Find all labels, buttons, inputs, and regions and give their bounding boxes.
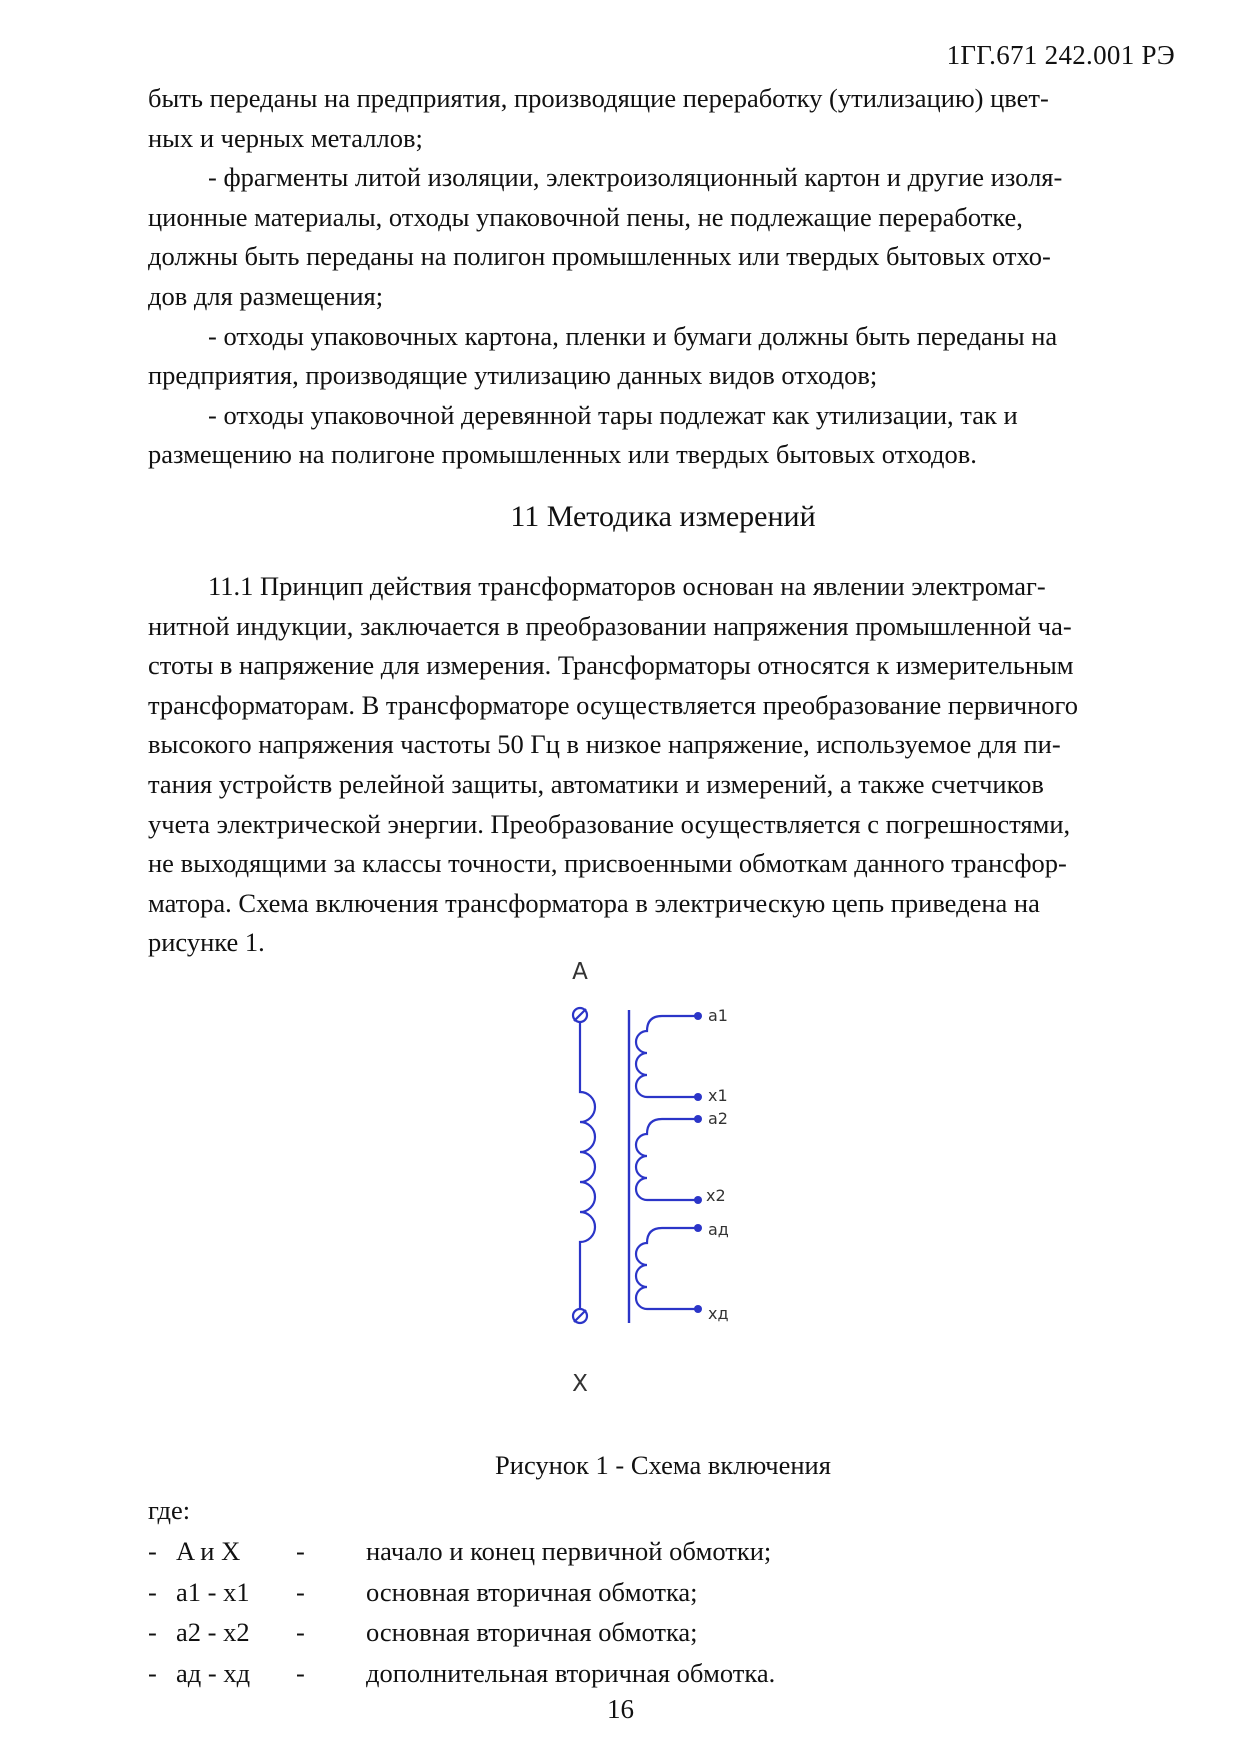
legend-description: начало и конец первичной обмотки; [366,1536,772,1566]
legend-dash: - [148,1536,157,1566]
transformer-schematic [540,955,800,1415]
secondary-labels [706,1006,729,1323]
legend-item [148,1658,1048,1699]
legend-term: A и X [176,1536,241,1566]
legend-separator: - [296,1657,305,1688]
terminal-ad [694,1224,702,1232]
text-line: нитной индукции, заключается в преобразовании напряжения промышленной ча- [148,610,1072,641]
label-a1: a1 [708,1006,728,1025]
text-line: размещению на полигоне промышленных или твердых бытовых отходов. [148,439,977,470]
section-11-text [148,567,1178,963]
text-line: дов для размещения; [148,280,384,311]
secondary-winding-1 [636,1016,695,1097]
legend-dash: - [148,1657,157,1688]
label-ad: aд [708,1220,729,1239]
text-line: быть переданы на предприятия, производящие переработку (утилизацию) цвет- [148,83,1049,113]
legend-description: основная вторичная обмотка; [366,1617,698,1647]
legend-separator: - [296,1617,305,1647]
legend-intro: где: [148,1495,191,1525]
secondary-winding-2 [636,1119,695,1200]
legend-dash: - [148,1617,157,1647]
label-x-primary: X [572,1371,588,1397]
terminal-a1 [694,1012,702,1020]
label-x1: x1 [708,1086,728,1105]
legend-description: дополнительная вторичная обмотка. [366,1657,776,1688]
legend-item [148,1577,1048,1618]
legend-term: a2 - x2 [176,1617,250,1647]
section-10-text [148,79,1178,475]
legend-item [148,1536,1048,1577]
text-line: - отходы упаковочных картона, пленки и бумаги должны быть переданы на [208,320,1058,351]
text-line: тания устройств релейной защиты, автоматики и измерений, а также счетчиков [148,768,1044,799]
document-code: 1ГГ.671 242.001 РЭ [946,40,1175,70]
legend-dash: - [148,1576,157,1607]
legend-term: aд - xд [176,1657,251,1688]
legend-separator: - [296,1536,305,1566]
text-line: ционные материалы, отходы упаковочной пены, не подлежащие переработке, [148,201,1023,232]
schematic-lines [573,1008,695,1323]
text-line: высокого напряжения частоты 50 Гц в низкое напряжение, используемое для пи- [148,729,1061,760]
legend-term: a1 - x1 [176,1576,250,1607]
secondary-winding-3 [636,1228,695,1309]
text-line: стоты в напряжение для измерения. Трансформаторы относятся к измерительным [148,650,1074,681]
secondary-terminals [694,1012,702,1313]
text-line: 11.1 Принцип действия трансформаторов основан на явлении электромаг- [208,571,1046,601]
text-line: трансформаторам. В трансформаторе осуществляется преобразование первичного [148,689,1079,720]
legend-item [148,1617,1048,1658]
schematic-svg [540,955,800,1415]
label-a-primary: A [572,959,588,985]
text-line: ных и черных металлов; [148,122,423,153]
text-line: предприятия, производящие утилизацию данных видов отходов; [148,360,878,391]
terminal-x2 [694,1196,702,1204]
section-11-heading: 11 Методика измерений [510,500,816,533]
terminal-a2 [694,1115,702,1123]
text-line: рисунке 1. [148,927,265,958]
text-line: учета электрической энергии. Преобразование осуществляется с погрешностями, [148,808,1071,839]
text-line: - фрагменты литой изоляции, электроизоляционный картон и другие изоля- [208,162,1063,193]
label-a2: a2 [708,1109,728,1128]
text-line: не выходящими за классы точности, присвоенными обмоткам данного трансфор- [148,848,1067,879]
text-line: матора. Схема включения трансформатора в электрическую цепь приведена на [148,887,1040,918]
legend-separator: - [296,1576,305,1607]
terminal-xd [694,1305,702,1313]
figure-caption: Рисунок 1 - Схема включения [495,1450,831,1480]
text-line: должны быть переданы на полигон промышленных или твердых бытовых отхо- [148,241,1051,272]
label-xd: xд [708,1304,729,1323]
legend-list [148,1536,1048,1698]
primary-winding [580,1022,595,1309]
label-x2: x2 [706,1186,726,1205]
page-number: 16 [607,1694,634,1724]
text-line: - отходы упаковочной деревянной тары подлежат как утилизации, так и [208,399,1018,430]
terminal-x1 [694,1093,702,1101]
legend-description: основная вторичная обмотка; [366,1576,698,1607]
